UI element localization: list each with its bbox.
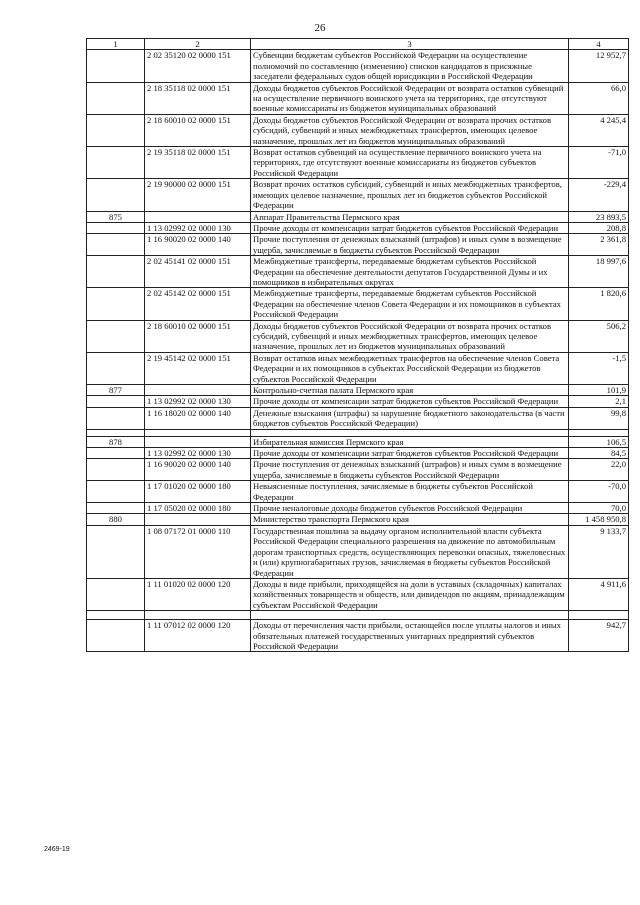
table-row [87, 234, 629, 256]
admin-code-cell [87, 503, 145, 514]
amount-cell: 99,8 [569, 407, 629, 429]
header-col-2: 2 [145, 39, 251, 50]
admin-code-cell [87, 525, 145, 578]
amount-cell: -70,0 [569, 481, 629, 503]
budget-code-cell [145, 436, 251, 447]
table-row [87, 256, 629, 288]
table-body [87, 50, 629, 652]
description-cell: Межбюджетные трансферты, передаваемые бюджетам субъектов Российской Федерации на обеспечение деятельности депутатов Государственной Думы и их помощников в избирательных округах [251, 256, 569, 288]
admin-code-cell: 875 [87, 211, 145, 222]
table-row [87, 114, 629, 146]
description-cell: Доходы в виде прибыли, приходящейся на доли в уставных (складочных) капиталах хозяйственных товариществ и обществ, или дивидендов по акциям, принадлежащим субъектам Российской Федерации [251, 578, 569, 610]
budget-code-cell: 2 18 60010 02 0000 151 [145, 320, 251, 352]
budget-code-cell: 1 08 07172 01 0000 110 [145, 525, 251, 578]
amount-cell: 9 133,7 [569, 525, 629, 578]
table-header-row [87, 39, 629, 50]
amount-cell: 12 952,7 [569, 50, 629, 82]
spacer-cell [251, 429, 569, 436]
description-cell: Аппарат Правительства Пермского края [251, 211, 569, 222]
budget-code-cell: 2 02 45142 02 0000 151 [145, 288, 251, 320]
admin-code-cell [87, 578, 145, 610]
budget-code-cell: 1 13 02992 02 0000 130 [145, 448, 251, 459]
budget-code-cell: 2 19 45142 02 0000 151 [145, 352, 251, 384]
amount-cell: 101,9 [569, 385, 629, 396]
description-cell: Прочие неналоговые доходы бюджетов субъектов Российской Федерации [251, 503, 569, 514]
description-cell: Субвенции бюджетам субъектов Российской Федерации на осуществление полномочий по составлению (изменению) списков кандидатов в присяжные заседатели федеральных судов общей юрисдикции в Российской Федерации [251, 50, 569, 82]
description-cell: Возврат остатков иных межбюджетных трансфертов на обеспечение членов Совета Федерации и их помощников в субъектах Российской Федерации из бюджетов субъектов Российской Федерации [251, 352, 569, 384]
spacer-cell [251, 611, 569, 620]
budget-code-cell: 1 11 07012 02 0000 120 [145, 620, 251, 652]
amount-cell: 208,8 [569, 222, 629, 233]
spacer-cell [569, 611, 629, 620]
table-row [87, 288, 629, 320]
header-col-4: 4 [569, 39, 629, 50]
amount-cell: 4 245,4 [569, 114, 629, 146]
spacer-row [87, 429, 629, 436]
table-row [87, 82, 629, 114]
budget-code-cell: 1 13 02992 02 0000 130 [145, 222, 251, 233]
description-cell: Прочие доходы от компенсации затрат бюджетов субъектов Российской Федерации [251, 222, 569, 233]
table-row [87, 222, 629, 233]
amount-cell: 70,0 [569, 503, 629, 514]
budget-code-cell: 1 16 90020 02 0000 140 [145, 459, 251, 481]
admin-code-cell [87, 620, 145, 652]
amount-cell: 66,0 [569, 82, 629, 114]
spacer-cell [87, 611, 145, 620]
description-cell: Межбюджетные трансферты, передаваемые бюджетам субъектов Российской Федерации на обеспечение членов Совета Федерации и их помощников в субъектах Российской Федерации [251, 288, 569, 320]
budget-code-cell: 1 11 01020 02 0000 120 [145, 578, 251, 610]
table-row [87, 396, 629, 407]
description-cell: Министерство транспорта Пермского края [251, 514, 569, 525]
table-row [87, 620, 629, 652]
amount-cell: 106,5 [569, 436, 629, 447]
spacer-cell [569, 429, 629, 436]
description-cell: Прочие поступления от денежных взысканий (штрафов) и иных сумм в возмещение ущерба, зачисляемые в бюджеты субъектов Российской Федерации [251, 459, 569, 481]
revenue-table [86, 38, 629, 652]
budget-code-cell [145, 514, 251, 525]
admin-code-cell: 878 [87, 436, 145, 447]
amount-cell: 2 361,8 [569, 234, 629, 256]
admin-code-cell [87, 234, 145, 256]
amount-cell: -1,5 [569, 352, 629, 384]
amount-cell: 1 820,6 [569, 288, 629, 320]
admin-code-cell [87, 147, 145, 179]
spacer-cell [87, 429, 145, 436]
description-cell: Государственная пошлина за выдачу органом исполнительной власти субъекта Российской Федерации специального разрешения на движение по автомобильным дорогам транспортных средств, осуществляющих перевозки опасных, тяжеловесных и (или) крупногабаритных грузов, зачисляемая в бюджеты субъектов Российской Федерации [251, 525, 569, 578]
budget-code-cell: 1 17 05020 02 0000 180 [145, 503, 251, 514]
budget-code-cell: 1 16 90020 02 0000 140 [145, 234, 251, 256]
description-cell: Прочие доходы от компенсации затрат бюджетов субъектов Российской Федерации [251, 448, 569, 459]
table-row [87, 525, 629, 578]
amount-cell: 506,2 [569, 320, 629, 352]
description-cell: Доходы бюджетов субъектов Российской Федерации от возврата прочих остатков субсидий, субвенций и иных межбюджетных трансфертов, имеющих целевое назначение, прошлых лет из бюджетов муниципальных образований [251, 114, 569, 146]
table-row [87, 448, 629, 459]
table-row [87, 50, 629, 82]
admin-header-row [87, 385, 629, 396]
table-row [87, 578, 629, 610]
description-cell: Избирательная комиссия Пермского края [251, 436, 569, 447]
spacer-cell [145, 611, 251, 620]
admin-header-row [87, 211, 629, 222]
budget-code-cell: 2 18 60010 02 0000 151 [145, 114, 251, 146]
admin-code-cell: 877 [87, 385, 145, 396]
admin-code-cell [87, 114, 145, 146]
admin-code-cell [87, 352, 145, 384]
budget-code-cell [145, 385, 251, 396]
admin-code-cell [87, 481, 145, 503]
table-row [87, 503, 629, 514]
description-cell: Невыясненные поступления, зачисляемые в бюджеты субъектов Российской Федерации [251, 481, 569, 503]
table-row [87, 179, 629, 211]
budget-code-cell: 2 02 35120 02 0000 151 [145, 50, 251, 82]
spacer-cell [145, 429, 251, 436]
amount-cell: -71,0 [569, 147, 629, 179]
budget-code-cell: 1 16 18020 02 0000 140 [145, 407, 251, 429]
admin-header-row [87, 436, 629, 447]
table-row [87, 352, 629, 384]
amount-cell: 1 458 950,8 [569, 514, 629, 525]
budget-code-cell: 1 13 02992 02 0000 130 [145, 396, 251, 407]
amount-cell: 942,7 [569, 620, 629, 652]
admin-code-cell [87, 222, 145, 233]
budget-code-cell: 2 02 45141 02 0000 151 [145, 256, 251, 288]
amount-cell: 2,1 [569, 396, 629, 407]
amount-cell: 22,0 [569, 459, 629, 481]
page-number: 26 [314, 22, 326, 34]
table-row [87, 147, 629, 179]
amount-cell: 4 911,6 [569, 578, 629, 610]
admin-code-cell [87, 82, 145, 114]
admin-code-cell [87, 179, 145, 211]
admin-code-cell [87, 407, 145, 429]
budget-code-cell: 2 18 35118 02 0000 151 [145, 82, 251, 114]
budget-code-cell: 2 19 90000 02 0000 151 [145, 179, 251, 211]
description-cell: Денежные взыскания (штрафы) за нарушение бюджетного законодательства (в части бюджетов субъектов Российской Федерации) [251, 407, 569, 429]
budget-code-cell: 2 19 35118 02 0000 151 [145, 147, 251, 179]
table-row [87, 320, 629, 352]
admin-code-cell [87, 256, 145, 288]
admin-code-cell [87, 448, 145, 459]
header-col-1: 1 [87, 39, 145, 50]
description-cell: Доходы бюджетов субъектов Российской Федерации от возврата остатков субвенций на осуществление первичного воинского учета на территориях, где отсутствуют военные комиссариаты из бюджетов муниципальных образований [251, 82, 569, 114]
table-row [87, 407, 629, 429]
admin-code-cell: 880 [87, 514, 145, 525]
description-cell: Возврат остатков субвенций на осуществление первичного воинского учета на территориях, где отсутствуют военные комиссариаты из бюджетов субъектов Российской Федерации [251, 147, 569, 179]
admin-code-cell [87, 396, 145, 407]
document-code: 2469-19 [44, 846, 70, 853]
description-cell: Контрольно-счетная палата Пермского края [251, 385, 569, 396]
admin-code-cell [87, 288, 145, 320]
table-row [87, 481, 629, 503]
budget-code-cell [145, 211, 251, 222]
admin-code-cell [87, 50, 145, 82]
admin-code-cell [87, 320, 145, 352]
header-col-3: 3 [251, 39, 569, 50]
amount-cell: 84,5 [569, 448, 629, 459]
amount-cell: 23 893,5 [569, 211, 629, 222]
description-cell: Доходы бюджетов субъектов Российской Федерации от возврата прочих остатков субсидий, субвенций и иных межбюджетных трансфертов, имеющих целевое назначение, прошлых лет из бюджетов муниципальных образований [251, 320, 569, 352]
table-row [87, 459, 629, 481]
budget-code-cell: 1 17 01020 02 0000 180 [145, 481, 251, 503]
description-cell: Прочие поступления от денежных взысканий (штрафов) и иных сумм в возмещение ущерба, зачисляемые в бюджеты субъектов Российской Федерации [251, 234, 569, 256]
admin-header-row [87, 514, 629, 525]
amount-cell: -229,4 [569, 179, 629, 211]
amount-cell: 18 997,6 [569, 256, 629, 288]
description-cell: Возврат прочих остатков субсидий, субвенций и иных межбюджетных трансфертов, имеющих целевое назначение, прошлых лет из бюджетов субъектов Российской Федерации [251, 179, 569, 211]
spacer-row [87, 611, 629, 620]
description-cell: Прочие доходы от компенсации затрат бюджетов субъектов Российской Федерации [251, 396, 569, 407]
admin-code-cell [87, 459, 145, 481]
description-cell: Доходы от перечисления части прибыли, остающейся после уплаты налогов и иных обязательных платежей государственных унитарных предприятий субъектов Российской Федерации [251, 620, 569, 652]
